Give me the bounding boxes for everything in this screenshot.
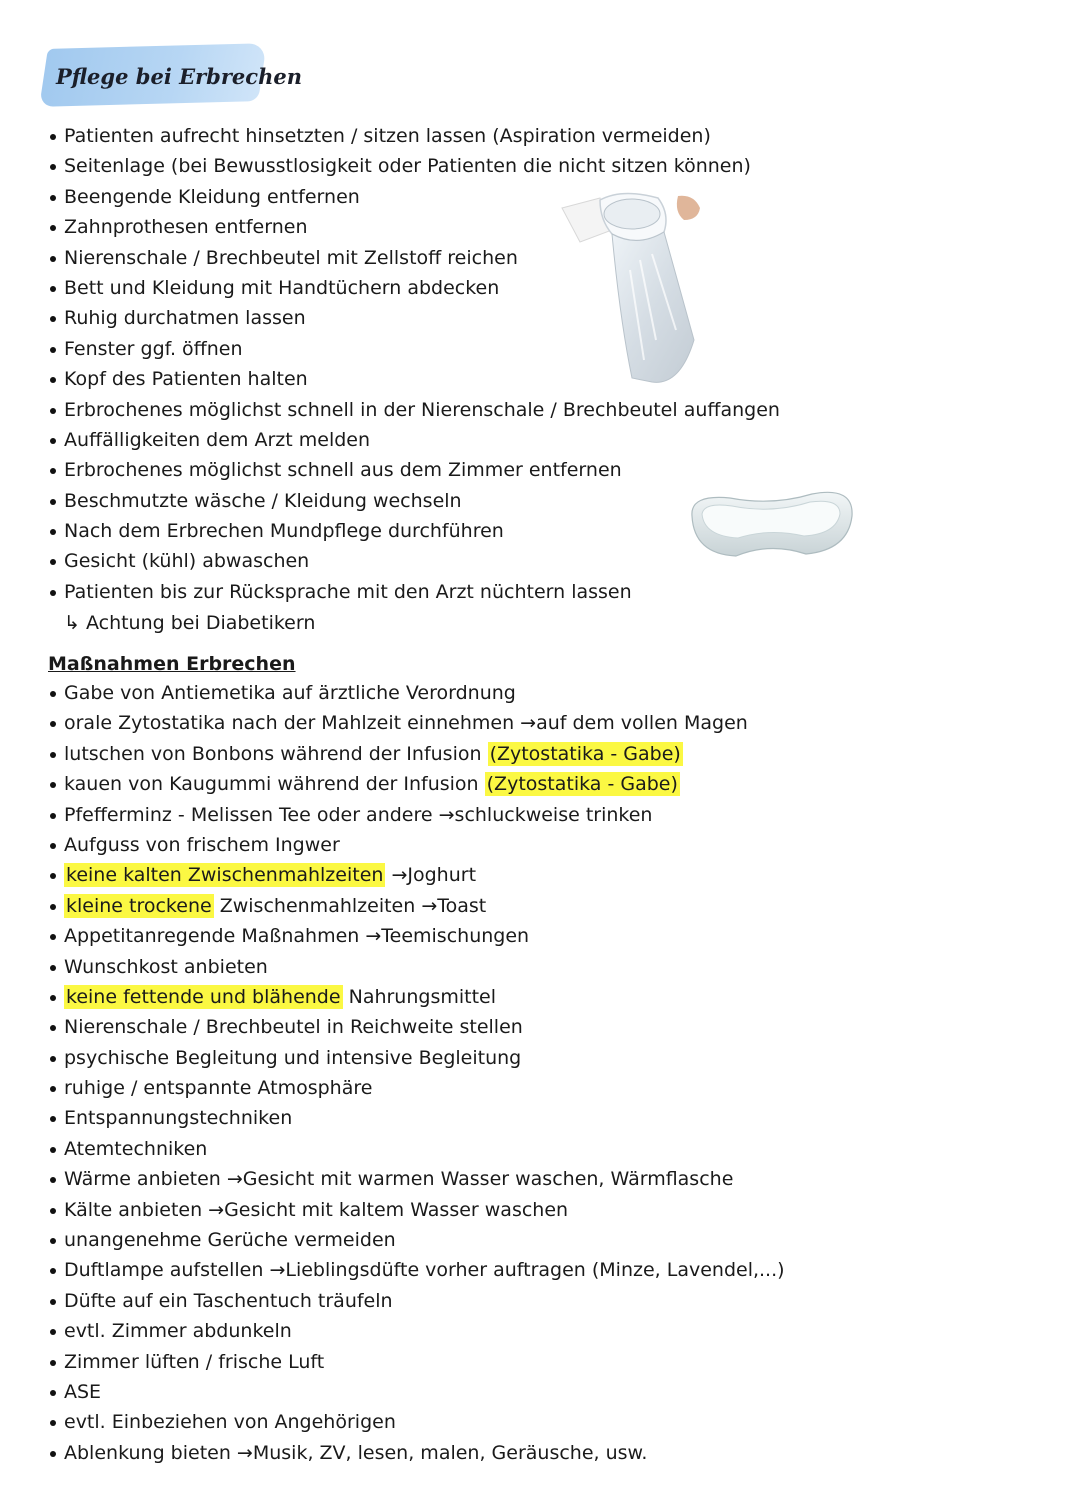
list-item — [48, 739, 785, 769]
list-item: Bett und Kleidung mit Handtüchern abdecken — [48, 273, 780, 303]
list-item: Nierenschale / Brechbeutel in Reichweite stellen — [48, 1012, 785, 1042]
list-item: Patienten bis zur Rücksprache mit den Arzt nüchtern lassen — [48, 577, 780, 607]
list-item: Appetitanregende Maßnahmen →Teemischungen — [48, 921, 785, 951]
list-item: Patienten aufrecht hinsetzten / sitzen lassen (Aspiration vermeiden) — [48, 121, 780, 151]
item-text: lutschen von Bonbons während der Infusion — [64, 742, 488, 765]
list-item: Fenster ggf. öffnen — [48, 334, 780, 364]
list-item — [48, 769, 785, 799]
list-item: Düfte auf ein Taschentuch träufeln — [48, 1286, 785, 1316]
list-item: Aufguss von frischem Ingwer — [48, 830, 785, 860]
list-item: Duftlampe aufstellen →Lieblingsdüfte vorher auftragen (Minze, Lavendel,...) — [48, 1255, 785, 1285]
list-item: Erbrochenes möglichst schnell in der Nierenschale / Brechbeutel auffangen — [48, 395, 780, 425]
highlighted-text: keine kalten Zwischenmahlzeiten — [66, 864, 384, 887]
list-item — [48, 891, 785, 921]
measures-list — [48, 678, 785, 1468]
title-block — [44, 38, 302, 114]
page-title: Pflege bei Erbrechen — [56, 64, 302, 89]
list-item: evtl. Zimmer abdunkeln — [48, 1316, 785, 1346]
highlighted-text: kleine trockene — [66, 894, 212, 917]
list-item: Gesicht (kühl) abwaschen — [48, 546, 780, 576]
list-item: Seitenlage (bei Bewusstlosigkeit oder Patienten die nicht sitzen können) — [48, 151, 780, 181]
list-item: Gabe von Antiemetika auf ärztliche Verordnung — [48, 678, 785, 708]
item-text: kauen von Kaugummi während der Infusion — [64, 773, 485, 796]
list-item: Ablenkung bieten →Musik, ZV, lesen, malen, Geräusche, usw. — [48, 1438, 785, 1468]
item-text: Zwischenmahlzeiten →Toast — [213, 894, 487, 917]
list-item: Kälte anbieten →Gesicht mit kaltem Wasser waschen — [48, 1195, 785, 1225]
highlighted-text: keine fettende und blähende — [66, 985, 341, 1008]
list-item: Zahnprothesen entfernen — [48, 212, 780, 242]
list-item: unangenehme Gerüche vermeiden — [48, 1225, 785, 1255]
list-item: Atemtechniken — [48, 1134, 785, 1164]
section-title: Maßnahmen Erbrechen — [48, 653, 296, 675]
list-item: psychische Begleitung und intensive Begleitung — [48, 1043, 785, 1073]
list-item — [48, 860, 785, 890]
list-item: Kopf des Patienten halten — [48, 364, 780, 394]
kidney-dish-icon — [686, 488, 858, 560]
list-item: evtl. Einbeziehen von Angehörigen — [48, 1407, 785, 1437]
list-item: Entspannungstechniken — [48, 1103, 785, 1133]
list-item: ASE — [48, 1377, 785, 1407]
highlighted-text: (Zytostatika - Gabe) — [486, 773, 678, 796]
list-item: Zimmer lüften / frische Luft — [48, 1347, 785, 1377]
list-item — [48, 982, 785, 1012]
list-item: Ruhig durchatmen lassen — [48, 303, 780, 333]
list-item: Auffälligkeiten dem Arzt melden — [48, 425, 780, 455]
item-text: →Joghurt — [385, 864, 477, 887]
item-text: Nahrungsmittel — [342, 985, 497, 1008]
highlighted-text: (Zytostatika - Gabe) — [489, 742, 681, 765]
list-item: ruhige / entspannte Atmosphäre — [48, 1073, 785, 1103]
diabetic-note: ↳ Achtung bei Diabetikern — [64, 612, 316, 634]
list-item: Wärme anbieten →Gesicht mit warmen Wasser waschen, Wärmflasche — [48, 1164, 785, 1194]
list-item: Beschmutzte wäsche / Kleidung wechseln — [48, 486, 780, 516]
list-item: orale Zytostatika nach der Mahlzeit einnehmen →auf dem vollen Magen — [48, 708, 785, 738]
list-item: Nach dem Erbrechen Mundpflege durchführen — [48, 516, 780, 546]
list-item: Erbrochenes möglichst schnell aus dem Zimmer entfernen — [48, 455, 780, 485]
list-item: Beengende Kleidung entfernen — [48, 182, 780, 212]
list-item: Wunschkost anbieten — [48, 952, 785, 982]
list-item: Nierenschale / Brechbeutel mit Zellstoff reichen — [48, 243, 780, 273]
vomit-bag-icon — [560, 190, 710, 390]
list-item: Pfefferminz - Melissen Tee oder andere →schluckweise trinken — [48, 800, 785, 830]
